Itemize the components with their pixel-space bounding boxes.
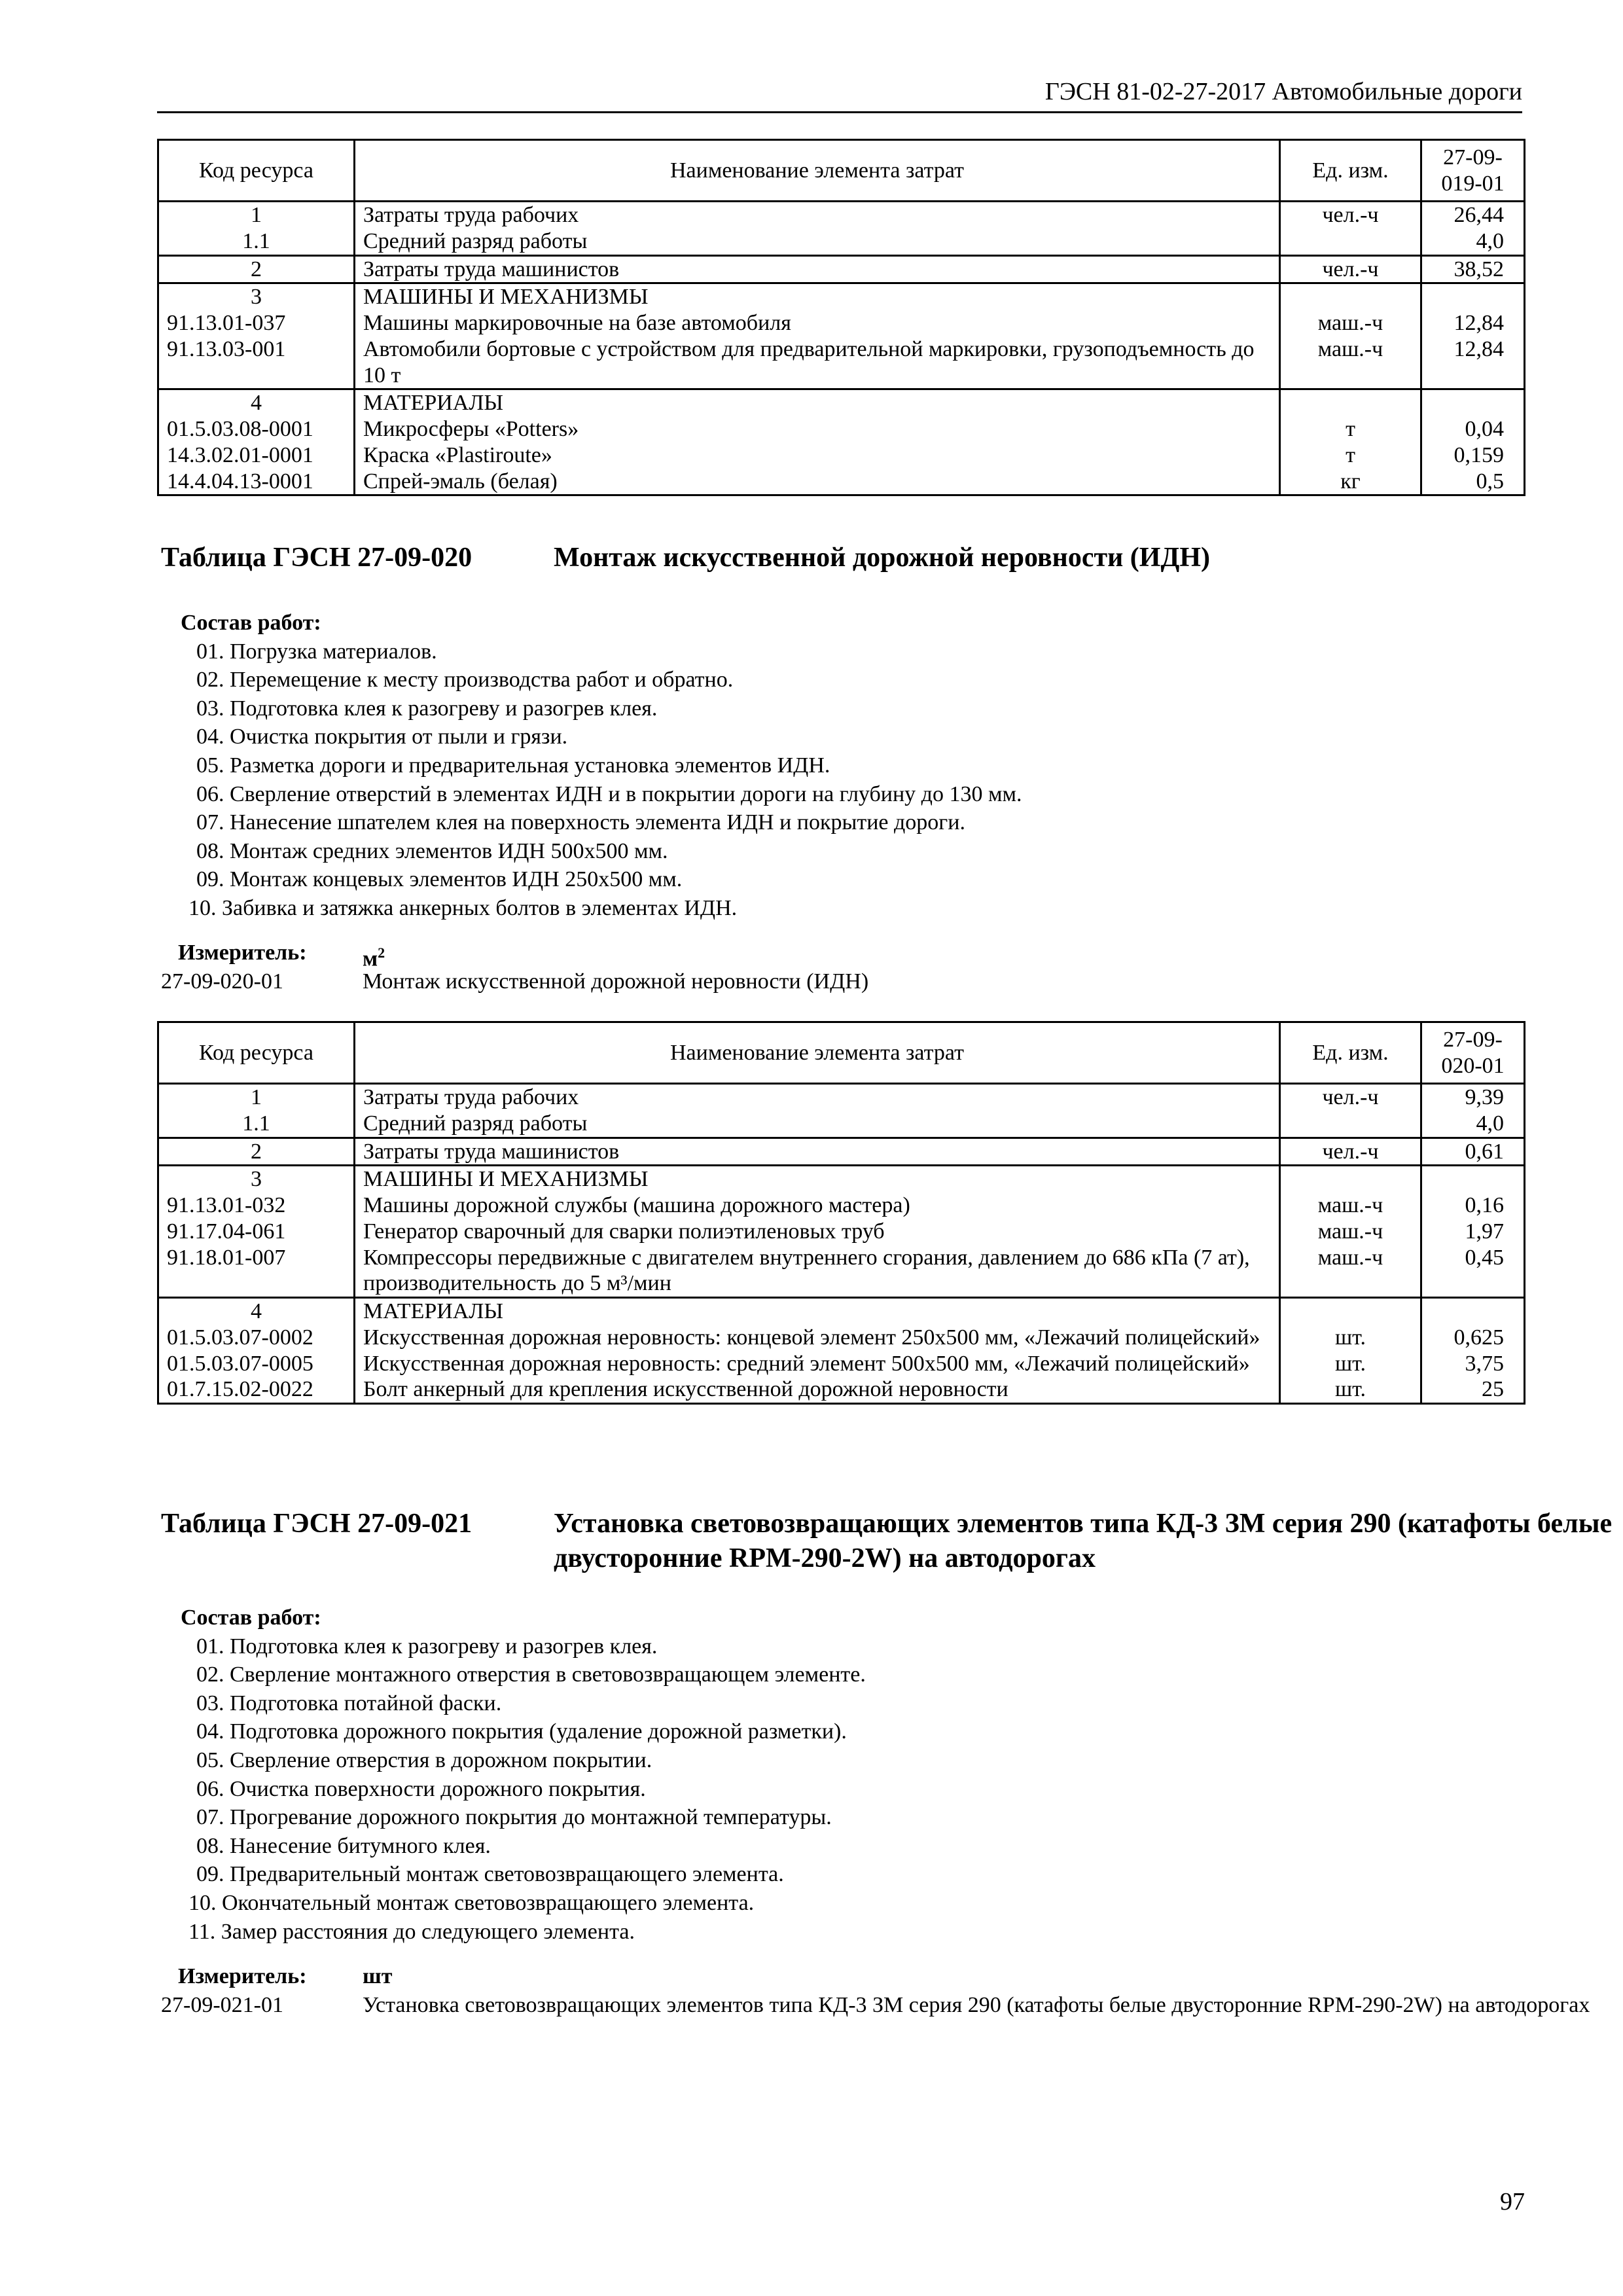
list-item: 08. Монтаж средних элементов ИДН 500х500 мм. [196, 838, 668, 863]
table-row-group-heading: 4 МАТЕРИАЛЫ [158, 389, 1525, 416]
running-header-title: ГЭСН 81-02-27-2017 Автомобильные дороги [1044, 78, 1522, 105]
composition-heading: Состав работ: [181, 611, 321, 635]
list-item: 11. Замер расстояния до следующего элемента. [188, 1919, 635, 1944]
col-header-code: Код ресурса [158, 1022, 355, 1084]
norm-name: Установка световозвращающих элементов типа КД-3 ЗМ серия 290 (катафоты белые двусторонние RPM-290-2W) на автодорогах [363, 1993, 1590, 2017]
measure-label: Измеритель: [178, 1964, 307, 1988]
col-header-unit: Ед. изм. [1280, 140, 1421, 202]
resource-table-27-09-020 [157, 1021, 1525, 1405]
list-item: 08. Нанесение битумного клея. [196, 1833, 491, 1858]
page-number: 97 [1500, 2188, 1525, 2215]
table-row: 01.7.15.02-0022 Болт анкерный для крепления искусственной дорожной неровности шт. 25 [158, 1376, 1525, 1403]
table-row: 1 Затраты труда рабочих чел.-ч 26,44 [158, 202, 1525, 228]
list-item: 09. Предварительный монтаж световозвращающего элемента. [196, 1862, 784, 1887]
table-row: 1.1 Средний разряд работы 4,0 [158, 228, 1525, 255]
work-composition-27-09-020 [161, 609, 1022, 923]
norm-name: Монтаж искусственной дорожной неровности (ИДН) [363, 969, 869, 994]
list-item: 10. Окончательный монтаж световозвращающего элемента. [188, 1890, 755, 1915]
table-row-group-heading: 4 МАТЕРИАЛЫ [158, 1298, 1525, 1325]
table-row-group-heading: 3 МАШИНЫ И МЕХАНИЗМЫ [158, 283, 1525, 310]
table-title: Монтаж искусственной дорожной неровности (ИДН) [554, 543, 1210, 573]
norm-code: 27-09-020-01 [161, 969, 283, 994]
col-header-norm-code: 27-09-019-01 [1421, 140, 1525, 202]
composition-heading: Состав работ: [181, 1605, 321, 1630]
list-item: 07. Нанесение шпателем клея на поверхность элемента ИДН и покрытие дороги. [196, 810, 965, 835]
col-header-norm-code: 27-09-020-01 [1421, 1022, 1525, 1084]
table-row: 01.5.03.07-0005 Искусственная дорожная неровность: средний элемент 500х500 мм, «Лежачий полицейский» шт. 3,75 [158, 1351, 1525, 1377]
list-item: 04. Очистка покрытия от пыли и грязи. [196, 725, 568, 749]
col-header-name: Наименование элемента затрат [355, 1022, 1280, 1084]
measure-unit: шт [363, 1964, 393, 1988]
table-row: 1.1 Средний разряд работы 4,0 [158, 1111, 1525, 1138]
table-row: 91.18.01-007 Компрессоры передвижные с двигателем внутреннего сгорания, давлением до 686 кПа (7 ат), производительность до 5 м³/мин маш.-ч 0,45 [158, 1245, 1525, 1298]
table-row: 1 Затраты труда рабочих чел.-ч 9,39 [158, 1084, 1525, 1111]
list-item: 02. Перемещение к месту производства работ и обратно. [196, 668, 734, 692]
list-item: 07. Прогревание дорожного покрытия до монтажной температуры. [196, 1805, 832, 1830]
norm-code: 27-09-021-01 [161, 1993, 283, 2017]
table-row: 2 Затраты труда машинистов чел.-ч 0,61 [158, 1138, 1525, 1166]
measure-unit: $м^2$ [363, 944, 385, 971]
table-row: 91.13.03-001 Автомобили бортовые с устройством для предварительной маркировки, грузоподъемность до 10 т маш.-ч 12,84 [158, 336, 1525, 389]
table-row: 91.13.01-037 Машины маркировочные на базе автомобиля маш.-ч 12,84 [158, 310, 1525, 336]
list-item: 06. Сверление отверстий в элементах ИДН и в покрытии дороги на глубину до 130 мм. [196, 781, 1022, 806]
list-item: 03. Подготовка потайной фаски. [196, 1691, 502, 1715]
list-item: 10. Забивка и затяжка анкерных болтов в элементах ИДН. [188, 895, 738, 920]
col-header-unit: Ед. изм. [1280, 1022, 1421, 1084]
list-item: 09. Монтаж концевых элементов ИДН 250х500 мм. [196, 867, 683, 892]
list-item: 05. Сверление отверстия в дорожном покрытии. [196, 1748, 652, 1772]
list-item: 05. Разметка дороги и предварительная установка элементов ИДН. [196, 753, 830, 778]
table-row: 2 Затраты труда машинистов чел.-ч 38,52 [158, 255, 1525, 283]
list-item: 04. Подготовка дорожного покрытия (удаление дорожной разметки). [196, 1719, 847, 1744]
list-item: 01. Подготовка клея к разогреву и разогрев клея. [196, 1634, 658, 1659]
table-number: Таблица ГЭСН 27-09-020 [161, 543, 473, 573]
work-composition-27-09-021 [161, 1604, 866, 1946]
list-item: 02. Сверление монтажного отверстия в световозвращающем элементе. [196, 1662, 866, 1687]
table-row: 14.3.02.01-0001 Краска «Plastiroute» т 0,159 [158, 442, 1525, 469]
table-row: 01.5.03.07-0002 Искусственная дорожная неровность: концевой элемент 250х500 мм, «Лежачий полицейский» шт. 0,625 [158, 1325, 1525, 1351]
measure-label: Измеритель: [178, 941, 307, 965]
list-item: 01. Погрузка материалов. [196, 639, 437, 664]
table-title: Установка световозвращающих элементов типа КД-3 ЗМ серия 290 (катафоты белые двусторонние RPM-290-2W) на автодорогах [554, 1509, 1613, 1573]
table-row: 14.4.04.13-0001 Спрей-эмаль (белая) кг 0,5 [158, 469, 1525, 495]
table-row: 01.5.03.08-0001 Микросферы «Potters» т 0,04 [158, 416, 1525, 442]
col-header-name: Наименование элемента затрат [355, 140, 1280, 202]
col-header-code: Код ресурса [158, 140, 355, 202]
table-row: 91.17.04-061 Генератор сварочный для сварки полиэтиленовых труб маш.-ч 1,97 [158, 1219, 1525, 1245]
list-item: 03. Подготовка клея к разогреву и разогрев клея. [196, 696, 658, 721]
table-row: 91.13.01-032 Машины дорожной службы (машина дорожного мастера) маш.-ч 0,16 [158, 1193, 1525, 1219]
resource-table-27-09-019 [157, 139, 1525, 496]
table-row-group-heading: 3 МАШИНЫ И МЕХАНИЗМЫ [158, 1166, 1525, 1193]
list-item: 06. Очистка поверхности дорожного покрытия. [196, 1776, 646, 1801]
running-header [157, 77, 1522, 113]
table-number: Таблица ГЭСН 27-09-021 [161, 1509, 473, 1539]
